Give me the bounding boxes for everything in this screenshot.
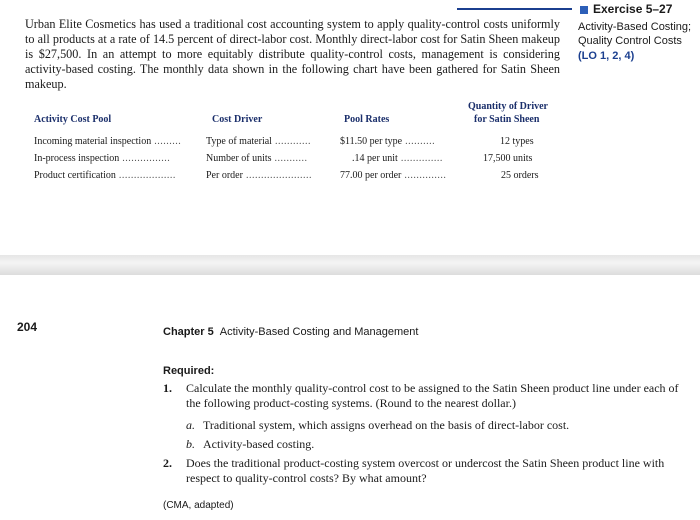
chapter-heading bbox=[163, 326, 418, 338]
cell-driver: Number of units bbox=[206, 153, 272, 164]
cell-pool: Product certification bbox=[34, 170, 116, 181]
cell-driver: Per order bbox=[206, 170, 243, 181]
leader-dots: ................ bbox=[119, 153, 171, 164]
header-quantity-line2: for Satin Sheen bbox=[474, 114, 540, 125]
exercise-subtitle bbox=[578, 20, 698, 48]
leader-dots: ............ bbox=[271, 136, 311, 147]
learning-objectives: (LO 1, 2, 4) bbox=[578, 50, 635, 62]
cell-rate: 77.00 per order bbox=[340, 170, 402, 181]
leader-dots: .............. bbox=[397, 153, 443, 164]
leader-dots: ...................... bbox=[242, 170, 312, 181]
cell-qty: 12 types bbox=[500, 136, 534, 147]
cell-driver: Type of material bbox=[206, 136, 272, 147]
exercise-marker-icon bbox=[580, 6, 588, 14]
requirement-number: 1. bbox=[163, 381, 172, 395]
leader-dots: .......... bbox=[402, 136, 436, 147]
intro-text: Urban Elite Cosmetics has used a traditional cost accounting system to apply quality-control costs uniformly to all products at a rate of 14.5 percent of direct-labor cost. Monthly direct-labor cost for Satin Sheen makeup is $27,500. In an attempt to more equitably distribute quality-control costs, management is considering activity-based costing. The monthly data shown in the following chart have been gathered for Satin Sheen makeup. bbox=[25, 17, 560, 91]
cell-rate: .14 per unit bbox=[352, 153, 398, 164]
leader-dots: ........... bbox=[271, 153, 308, 164]
requirement-text: Calculate the monthly quality-control cost to be assigned to the Satin Sheen product line under each of the following product-costing systems. (Round to the nearest dollar.) bbox=[186, 381, 679, 410]
exercise-rule bbox=[457, 8, 572, 10]
chapter-title: Activity-Based Costing and Management bbox=[219, 326, 419, 338]
sub-requirement-text: Activity-based costing. bbox=[203, 437, 315, 451]
sub-requirement-a bbox=[186, 418, 686, 433]
cell-pool: In-process inspection bbox=[34, 153, 120, 164]
leader-dots: ......... bbox=[151, 136, 182, 147]
exercise-subtitle-line1: Activity-Based Costing; bbox=[578, 21, 692, 33]
requirement-number: 2. bbox=[163, 456, 172, 470]
cell-pool: Incoming material inspection bbox=[34, 136, 152, 147]
sub-requirement-text: Traditional system, which assigns overhead on the basis of direct-labor cost. bbox=[203, 418, 570, 432]
header-activity-cost-pool: Activity Cost Pool bbox=[34, 114, 112, 125]
exercise-title: Exercise 5–27 bbox=[593, 2, 673, 16]
requirement-text: Does the traditional product-costing system overcost or undercost the Satin Sheen product line with respect to quality-control costs? By what amount? bbox=[186, 456, 665, 485]
requirement-1 bbox=[163, 381, 683, 411]
header-cost-driver: Cost Driver bbox=[212, 114, 263, 125]
exercise-subtitle-line2: Quality Control Costs bbox=[578, 35, 682, 47]
header-pool-rates: Pool Rates bbox=[344, 114, 390, 125]
page-gap bbox=[0, 255, 700, 275]
leader-dots: .............. bbox=[401, 170, 447, 181]
requirement-2 bbox=[163, 456, 683, 486]
sub-requirement-letter: a. bbox=[186, 418, 195, 432]
cell-qty: 17,500 units bbox=[483, 153, 533, 164]
source-note: (CMA, adapted) bbox=[163, 500, 234, 511]
leader-dots: ................... bbox=[115, 170, 176, 181]
cell-qty: 25 orders bbox=[501, 170, 539, 181]
sub-requirement-b bbox=[186, 437, 686, 452]
header-quantity-line1: Quantity of Driver bbox=[468, 101, 548, 112]
required-label: Required: bbox=[163, 365, 215, 377]
intro-paragraph bbox=[25, 17, 560, 92]
sub-requirement-letter: b. bbox=[186, 437, 195, 451]
cell-rate: $11.50 per type bbox=[340, 136, 403, 147]
page-number: 204 bbox=[17, 320, 38, 334]
chapter-label: Chapter 5 bbox=[163, 326, 214, 338]
